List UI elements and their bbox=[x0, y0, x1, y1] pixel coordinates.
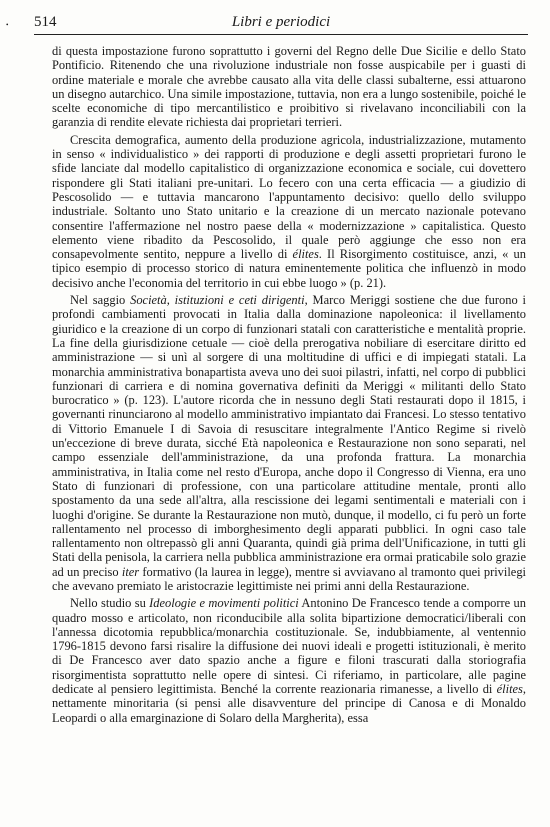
paragraph-3-italic-iter: iter bbox=[121, 564, 140, 579]
paragraph-4-text-a: Nello studio su bbox=[70, 596, 150, 611]
paragraph-3 bbox=[52, 293, 526, 593]
paragraph-2-text-a: Crescita demografica, aumento della produzione agricola, industrializzazione, mutamento in senso « individualistico » dei rapporti di produzione e degli assetti proprietari furono le sfide lanciate dal modello capitalistico di organizzazione economica e sociale, cui dovettero rispondere gli Stati italiani pre-unitari. Lo fecero con una certa efficacia — a giudizio di Pescosolido — e tuttavia mancarono l'appuntamento decisivo: quello dello sviluppo industriale. Soltanto uno Stato unitario e la creazione di un mercato nazionale potevano consentire l'affermazione nel nostro paese della « modernizzazione » capitalistica. Questo elemento viene ribadito da Pescosolido, il quale però aggiunge che esso non era consapevolmente sentito, neppure a livello di bbox=[52, 132, 526, 262]
paragraph-1-text: di questa impostazione furono soprattutto i governi del Regno delle Due Sicilie e dello Stato Pontificio. Ritenendo che una rivoluzione industriale non fosse auspicabile per i guasti di ordine materiale e morale che avrebbe causato alla vita delle classi subalterne, essi attuarono un disegno autarchico. Una simile impostazione, tuttavia, non era a lungo sostenibile, poiché le scelte economiche di tipo mercantilistico e proibitivo si rivelavano inconciliabili con la garanzia di rendite elevate richiesta dai proprietari terrieri. bbox=[52, 44, 526, 130]
marginal-mark: • bbox=[6, 21, 9, 29]
paragraph-4-italic-title: Ideologie e movimenti politici bbox=[149, 596, 299, 611]
body-text bbox=[52, 44, 526, 728]
page-number: 514 bbox=[34, 14, 57, 30]
paragraph-2-italic-elites: élites bbox=[292, 247, 319, 262]
paragraph-3-text-a: Nel saggio bbox=[70, 293, 131, 308]
paragraph-4 bbox=[52, 596, 526, 725]
paragraph-4-text-c: , nettamente minoritaria (si pensi alle disavventure del principe di Canosa e di Monaldo Leopardi o alla emarginazione di Solaro della Margherita), essa bbox=[52, 682, 526, 725]
running-title: Libri e periodici bbox=[231, 14, 331, 30]
paragraph-1 bbox=[52, 44, 526, 130]
page-header bbox=[34, 14, 528, 35]
paragraph-3-text-c: formativo (la laurea in legge), mentre si avviavano al tramonto quei privilegi che avevano premiato le aristocrazie legittimiste nei primi anni della Restaurazione. bbox=[52, 564, 527, 593]
paragraph-2-text-b: . Il Risorgimento costituisce, anzi, « un tipico esempio di processo storico di natura eminentemente politica che influenzò in modo decisivo anche l'economia del territorio in cui ebbe luogo » (p. 21). bbox=[52, 247, 526, 290]
paragraph-3-text-b: , Marco Meriggi sostiene che due furono i profondi cambiamenti provocati in Italia dalla dominazione napoleonica: il livellamento giuridico e la creazione di un corpo di funzionari statali con caratteristiche e mentalità proprie. La fine della giurisdizione cetuale — cioè della prerogativa nobiliare di esercitare diritto ed amministrazione — si unì al sorgere di una moltitudine di uffici e di impiegati statali. La monarchia amministrativa bonapartista aveva uno dei suoi pilastri, infatti, nel corpo di pubblici funzionari di carriera e di nomina governativa definiti da Meriggi « militanti dello Stato burocratico » (p. 123). L'autore ricorda che in nessuno degli Stati restaurati dopo il 1815, i governanti rinunciarono al modello amministrativo impiantato dai Francesi. Lo stesso tentativo di Vittorio Emanuele I di Savoia di resuscitare integralmente l'Antico Regime si rivelò un'eccezione di breve durata, sicché Età napoleonica e Restaurazione non sono separati, nel campo essenziale dell'amministrazione, da una profonda frattura. La monarchia amministrativa, in Italia come nel resto d'Europa, anche dopo il Congresso di Vienna, era uno Stato di funzionari di professione, con una particolare attitudine mentale, pronti allo spostamento da una sede all'altra, alla rescissione dei legami sentimentali e materiali con i luoghi d'origine. Se durante la Restaurazione non mutò, dunque, il modello, ci fu però un forte rallentamento nel processo di imborghesimento degli apparati pubblici. In ogni caso tale rallentamento non oltrepassò gli anni Quaranta, quindi già prima dell'Unificazione, in tutti gli Stati della penisola, la carriera nella pubblica amministrazione era ormai praticabile solo grazie ad un preciso bbox=[52, 293, 526, 579]
paragraph-4-text-b: Antonino De Francesco tende a comporre un quadro mosso e articolato, non riconducibile alla solita bipartizione democratici/liberali con l'annessa dicotomia repubblica/monarchia costituzionale. Se, indubbiamente, al ventennio 1796-1815 devono farsi risalire la diffusione dei nuovi ideali e progetti istituzionali, è merito di De Francesco aver dato spazio anche a figure e filoni trascurati dalla storiografia risorgimentista soprattutto nelle opere di sintesi. Ci riferiamo, in particolare, alle pagine dedicate al pensiero legittimista. Benché la corrente reazionaria rimanesse, a livello di bbox=[52, 596, 526, 697]
paragraph-3-italic-title: Società, istituzioni e ceti dirigenti bbox=[130, 293, 305, 308]
paragraph-2 bbox=[52, 133, 526, 290]
paragraph-4-italic-elites: élites bbox=[496, 682, 523, 697]
